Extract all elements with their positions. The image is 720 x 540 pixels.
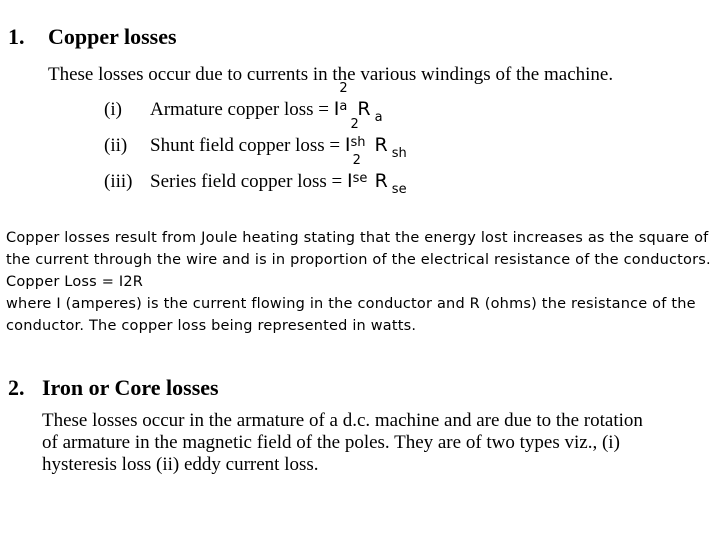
- current-scripts: [350, 117, 375, 151]
- equation-shunt: [104, 117, 407, 161]
- resistance-symbol: R: [374, 170, 388, 192]
- current-symbol: I: [344, 134, 351, 156]
- current-subscript: a: [339, 99, 348, 114]
- equation-text: Shunt field copper loss =: [150, 135, 341, 156]
- section-2-line: hysteresis loss (ii) eddy current loss.: [42, 454, 319, 475]
- current-scripts: [339, 81, 357, 115]
- section-2-title: Iron or Core losses: [42, 375, 219, 400]
- section-1-intro: These losses occur due to currents in the various windings of the machine.: [48, 64, 614, 85]
- resistance-subscript: sh: [391, 146, 407, 161]
- section-2-line: of armature in the magnetic field of the poles. They are of two types viz., (i): [42, 432, 620, 453]
- paragraph-line: Copper losses result from Joule heating stating that the energy lost increases as the square of: [6, 230, 709, 246]
- section-2-heading: [8, 375, 219, 401]
- exponent: 2: [339, 81, 348, 96]
- section-2-number: 2.: [8, 375, 25, 400]
- equation-label: (iii): [104, 171, 133, 192]
- section-1-number: 1.: [8, 24, 25, 49]
- current-symbol: I: [333, 98, 340, 120]
- equation-armature: [104, 81, 383, 125]
- equation-text: Armature copper loss =: [150, 99, 330, 120]
- resistance-subscript: se: [391, 182, 407, 197]
- current-subscript: sh: [350, 135, 366, 150]
- resistance-subscript: a: [374, 110, 383, 125]
- section-2-line: These losses occur in the armature of a d.c. machine and are due to the rotation: [42, 410, 643, 431]
- paragraph-line: the current through the wire and is in proportion of the electrical resistance of the conductors.: [6, 252, 711, 268]
- equation-label: (ii): [104, 135, 128, 156]
- paragraph-line: where I (amperes) is the current flowing in the conductor and R (ohms) the resistance of the: [6, 296, 696, 312]
- exponent: 2: [350, 117, 359, 132]
- resistance-symbol: R: [357, 98, 371, 120]
- paragraph-line: Copper Loss = I2R: [6, 274, 144, 290]
- current-subscript: se: [352, 171, 368, 186]
- section-1-title: Copper losses: [48, 24, 177, 49]
- paragraph-line: conductor. The copper loss being represented in watts.: [6, 318, 417, 334]
- current-scripts: [352, 153, 375, 187]
- exponent: 2: [352, 153, 361, 168]
- equation-text: Series field copper loss =: [150, 171, 343, 192]
- equation-label: (i): [104, 99, 122, 120]
- resistance-symbol: R: [374, 134, 388, 156]
- current-symbol: I: [346, 170, 353, 192]
- section-1-heading: [8, 24, 177, 50]
- section-2-body: [42, 410, 718, 476]
- copper-loss-paragraph: [6, 227, 714, 337]
